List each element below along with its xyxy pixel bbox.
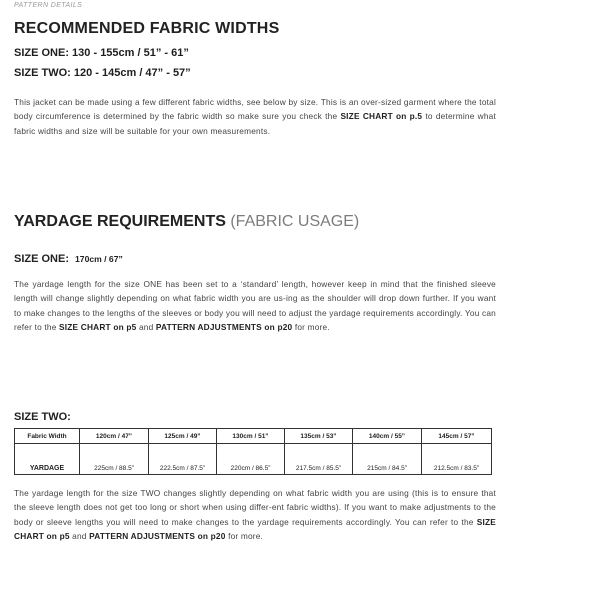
size-two-paragraph: The yardage length for the size TWO changes slightly depending on what fabric width you are using (this is to ensure that the sleeve length does not get too long or short when using differ-ent fabric widths). If you want to make adjustments to the body or sleeve lengths you will need to make changes to the yardage requirements accordingly. You can refer to the SIZE CHART on p5 and PATTERN ADJUSTMENTS on p20 for more. bbox=[14, 488, 496, 542]
fabric-widths-paragraph: This jacket can be made using a few different fabric widths, see below by size. This is an over-sized garment where the total body circumference is determined by the fabric width so make sure you check the SIZE CHART on p.5 to determine what fabric widths and size will be suitable for your own measurements. bbox=[14, 97, 496, 136]
size-chart-reference: SIZE CHART on p5 bbox=[14, 516, 496, 542]
size-one-yardage bbox=[14, 253, 123, 265]
size-one-value: 170cm / 67” bbox=[75, 254, 123, 264]
table-header-row bbox=[15, 429, 492, 444]
size-one-label: SIZE ONE: bbox=[14, 253, 70, 265]
table-cell: 217.5cm / 85.5” bbox=[285, 444, 353, 475]
size-one-widths: SIZE ONE: 130 - 155cm / 51” - 61” bbox=[14, 47, 189, 59]
yardage-heading-main: YARDAGE REQUIREMENTS bbox=[14, 213, 226, 230]
yardage-heading-sub: (FABRIC USAGE) bbox=[230, 213, 360, 230]
table-cell: 225cm / 88.5” bbox=[80, 444, 149, 475]
table-cell: 212.5cm / 83.5” bbox=[422, 444, 492, 475]
yardage-heading bbox=[14, 213, 359, 231]
size-chart-reference: SIZE CHART on p.5 bbox=[340, 111, 423, 122]
yardage-table bbox=[14, 428, 492, 475]
pattern-adjustments-reference: PATTERN ADJUSTMENTS on p20 bbox=[89, 531, 226, 542]
table-row-label: YARDAGE bbox=[15, 444, 80, 475]
table-header-cell: 125cm / 49” bbox=[149, 429, 217, 444]
table-cell: 222.5cm / 87.5” bbox=[149, 444, 217, 475]
fabric-widths-heading: RECOMMENDED FABRIC WIDTHS bbox=[14, 20, 280, 37]
size-one-paragraph: The yardage length for the size ONE has been set to a ‘standard’ length, however keep in mind that the finished sleeve length will change slightly depending on what fabric width you are us-ing as the shoulder will drop down further. If you want to make changes to the lengths of the sleeves or body you will need to adjust the yardage requirements accordingly. You can refer to the SIZE CHART on p5 and PATTERN ADJUSTMENTS on p20 for more. bbox=[14, 279, 496, 333]
table-header-cell: 145cm / 57” bbox=[422, 429, 492, 444]
table-header-cell: 130cm / 51” bbox=[217, 429, 285, 444]
table-header-cell: Fabric Width bbox=[15, 429, 80, 444]
table-header-cell: 140cm / 55” bbox=[353, 429, 422, 444]
table-header-cell: 120cm / 47” bbox=[80, 429, 149, 444]
size-two-widths: SIZE TWO: 120 - 145cm / 47” - 57” bbox=[14, 67, 191, 79]
page-eyebrow: PATTERN DETAILS bbox=[14, 2, 83, 9]
size-chart-reference: SIZE CHART on p5 bbox=[59, 322, 137, 333]
size-two-heading: SIZE TWO: bbox=[14, 411, 71, 423]
pattern-adjustments-reference: PATTERN ADJUSTMENTS on p20 bbox=[155, 322, 293, 333]
table-header-cell: 135cm / 53” bbox=[285, 429, 353, 444]
table-row bbox=[15, 444, 492, 475]
table-cell: 220cm / 86.5” bbox=[217, 444, 285, 475]
table-cell: 215cm / 84.5” bbox=[353, 444, 422, 475]
